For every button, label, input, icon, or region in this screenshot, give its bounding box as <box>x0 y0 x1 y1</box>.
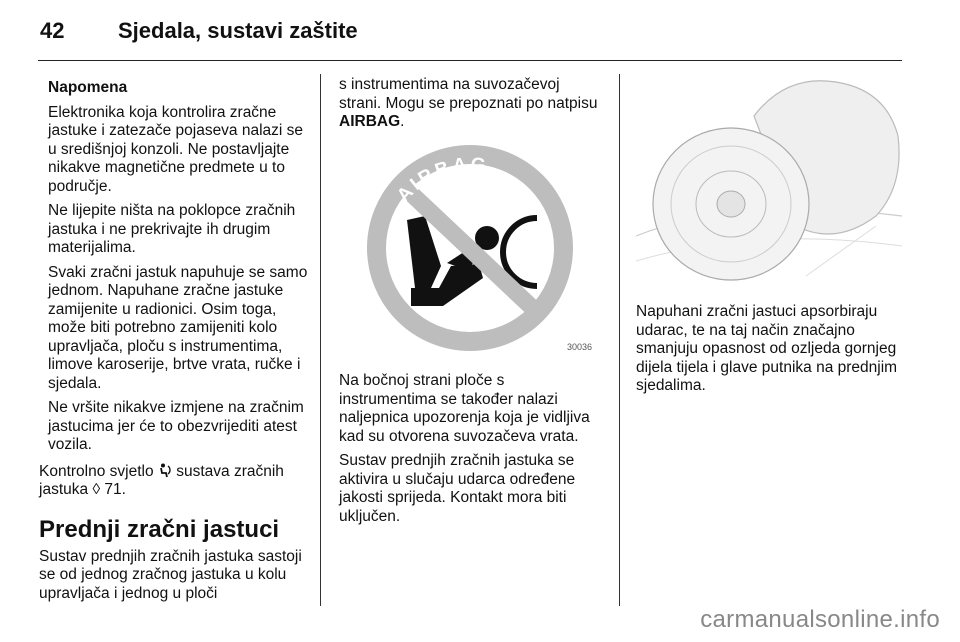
warning-light-text <box>39 463 309 500</box>
warning-light-post: sustava zračnih jastuka <box>39 462 284 498</box>
column-2-bottom <box>339 372 604 532</box>
no-child-seat-sign <box>339 138 601 356</box>
intro-end: . <box>400 113 405 130</box>
intro-text: s instrumentima na suvozačevoj strani. Mogu se prepoznati po natpisu <box>339 76 598 112</box>
airbag-term: AIRBAG <box>339 113 401 130</box>
section-para: Sustav prednjih zračnih jastuka sastoji se od jednog zračnog jastuka u kolu upravljača i jednog u ploči <box>39 547 302 602</box>
column-2-top <box>339 76 604 138</box>
page-number: 42 <box>40 18 65 43</box>
image-code: 30036 <box>567 342 593 352</box>
warning-light-pre: Kontrolno svjetlo <box>39 462 154 480</box>
header-rule <box>38 60 902 61</box>
sign-label: AIRBAG <box>393 154 490 207</box>
section-title: Prednji zračni jastuci <box>39 515 280 543</box>
watermark: carmanualsonline.info <box>700 606 940 633</box>
page-title: Sjedala, sustavi zaštite <box>118 18 358 43</box>
col2-para-2: Sustav prednjih zračnih jastuka se aktivira u slučaju udarca određene jakosti sprijeda. Kontakt mora biti uključen. <box>339 452 576 525</box>
note-para-3: Svaki zračni jastuk napuhuje se samo jednom. Napuhane zračne jastuke zamijenite u radionici. Osim toga, može biti potrebno zamijeniti kolo upravljača, ploču s instrumentima, limove karoserije, brtve vrata, ručke i sjedala. <box>48 263 308 392</box>
airbag-warning-icon <box>158 463 172 478</box>
col2-para-1: Na bočnoj strani ploče s instrumentima se također nalazi naljepnica upozorenja koja je vidljiva kad su otvorena suvozačeva vrata. <box>339 372 590 445</box>
airbag-warning-label-image <box>339 138 601 356</box>
column-1 <box>39 79 309 609</box>
page-ref-arrow: ◊ <box>92 481 101 498</box>
inflated-airbags-illustration <box>636 76 902 290</box>
note-para-1: Elektronika koja kontrolira zračne jastuke i zatezače pojaseva nalazi se u središnjoj konzoli. Ne postavljajte nikakve magnetične predmete u to područje. <box>48 103 304 195</box>
intro-para <box>339 76 604 132</box>
col3-para: Napuhani zračni jastuci apsorbiraju udarac, te na taj način značajno smanjuju opasnost od ozljeda gornjeg dijela tijela i glave putnika na prednjim sjedalima. <box>636 303 898 394</box>
page-ref-link[interactable]: 71. <box>104 481 126 498</box>
note-box <box>39 79 309 455</box>
note-title: Napomena <box>48 79 128 96</box>
column-divider-2 <box>619 74 620 606</box>
airbag-deployed-drawing <box>636 76 902 290</box>
note-para-2: Ne lijepite ništa na poklopce zračnih jastuka i ne prekrivajte ih drugim materijalima. <box>48 202 296 256</box>
column-3 <box>636 303 904 402</box>
column-divider-1 <box>320 74 321 606</box>
note-para-4: Ne vršite nikakve izmjene na zračnim jastucima jer će to obezvrijediti atest vozila. <box>48 399 304 453</box>
